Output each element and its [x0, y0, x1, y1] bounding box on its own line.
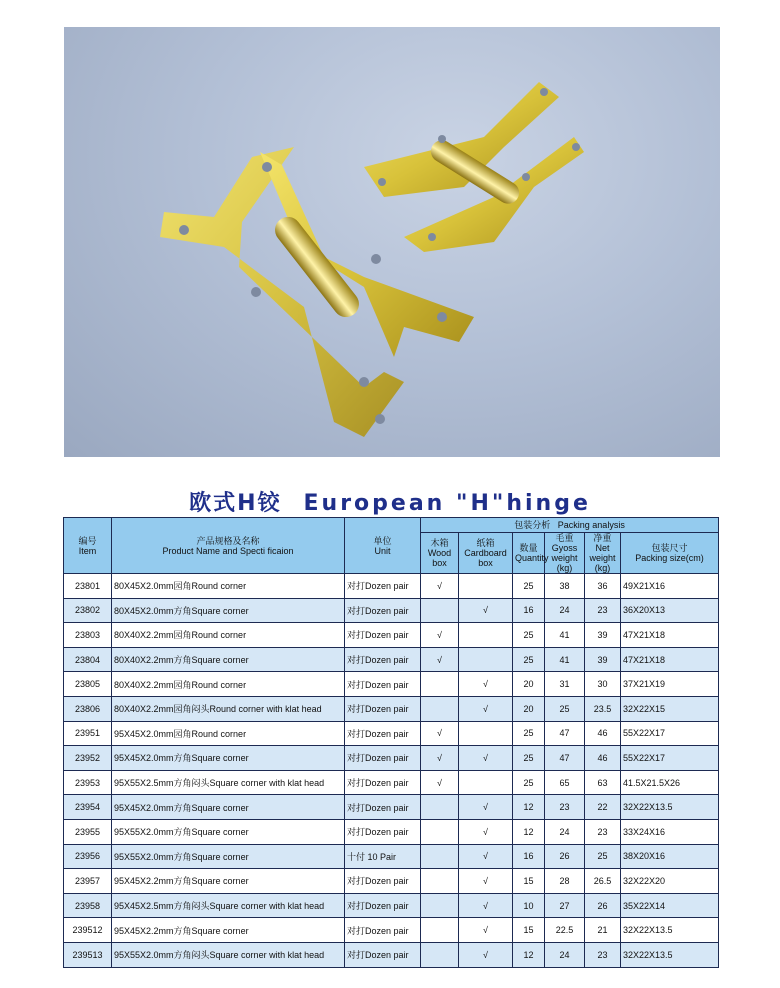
cell-card: √	[459, 893, 513, 918]
table-row	[64, 721, 719, 746]
cell-unit: 对打Dozen pair	[345, 598, 421, 623]
cell-net: 21	[585, 918, 621, 943]
cell-size: 49X21X16	[621, 574, 719, 599]
cell-gross: 47	[545, 746, 585, 771]
cell-item: 23951	[64, 721, 112, 746]
cell-gross: 27	[545, 893, 585, 918]
cell-name: 95X55X2.0mm方角闷头Square corner with klat head	[112, 942, 345, 967]
cell-name: 95X45X2.0mm方角Square corner	[112, 795, 345, 820]
cell-gross: 47	[545, 721, 585, 746]
cell-card: √	[459, 942, 513, 967]
cell-wood	[421, 696, 459, 721]
cell-qty: 25	[513, 647, 545, 672]
col-gross: 毛重 Gyoss weight (kg)	[545, 533, 585, 574]
cell-gross: 24	[545, 598, 585, 623]
cell-qty: 25	[513, 623, 545, 648]
cell-name: 80X40X2.2mm园角闷头Round corner with klat head	[112, 696, 345, 721]
cell-card: √	[459, 844, 513, 869]
cell-size: 47X21X18	[621, 623, 719, 648]
cell-qty: 20	[513, 696, 545, 721]
col-unit: 单位 Unit	[345, 518, 421, 574]
cell-wood: √	[421, 623, 459, 648]
cell-gross: 31	[545, 672, 585, 697]
cell-size: 33X24X16	[621, 819, 719, 844]
hinge-illustration	[64, 27, 720, 457]
cell-gross: 26	[545, 844, 585, 869]
cell-name: 95X55X2.5mm方角闷头Square corner with klat head	[112, 770, 345, 795]
cell-name: 95X45X2.0mm园角Round corner	[112, 721, 345, 746]
cell-unit: 对打Dozen pair	[345, 721, 421, 746]
header-row-1	[64, 518, 719, 533]
col-packing-group: 包装分析 Packing analysis	[421, 518, 719, 533]
cell-qty: 10	[513, 893, 545, 918]
cell-net: 26	[585, 893, 621, 918]
table-row	[64, 696, 719, 721]
cell-qty: 16	[513, 598, 545, 623]
cell-qty: 12	[513, 942, 545, 967]
cell-wood: √	[421, 721, 459, 746]
cell-card: √	[459, 819, 513, 844]
table-row	[64, 623, 719, 648]
table-row	[64, 672, 719, 697]
cell-unit: 对打Dozen pair	[345, 647, 421, 672]
title-zh: 欧式H铰	[189, 491, 282, 516]
cell-name: 95X45X2.5mm方角闷头Square corner with klat head	[112, 893, 345, 918]
cell-qty: 25	[513, 770, 545, 795]
cell-card: √	[459, 795, 513, 820]
cell-card	[459, 647, 513, 672]
cell-qty: 25	[513, 721, 545, 746]
cell-unit: 对打Dozen pair	[345, 795, 421, 820]
cell-wood	[421, 918, 459, 943]
col-quantity: 数量 Quantity	[513, 533, 545, 574]
cell-item: 23804	[64, 647, 112, 672]
cell-unit: 对打Dozen pair	[345, 770, 421, 795]
cell-net: 63	[585, 770, 621, 795]
packing-table	[63, 517, 719, 968]
cell-card	[459, 574, 513, 599]
cell-qty: 20	[513, 672, 545, 697]
cell-qty: 25	[513, 746, 545, 771]
cell-net: 23	[585, 942, 621, 967]
table-row	[64, 869, 719, 894]
cell-net: 26.5	[585, 869, 621, 894]
table-row	[64, 942, 719, 967]
table-row	[64, 844, 719, 869]
cell-name: 95X55X2.0mm方角Square corner	[112, 844, 345, 869]
cell-item: 23953	[64, 770, 112, 795]
cell-gross: 24	[545, 942, 585, 967]
cell-gross: 28	[545, 869, 585, 894]
cell-item: 23958	[64, 893, 112, 918]
cell-unit: 对打Dozen pair	[345, 893, 421, 918]
table-row	[64, 770, 719, 795]
cell-net: 46	[585, 746, 621, 771]
cell-name: 95X45X2.2mm方角Square corner	[112, 918, 345, 943]
cell-qty: 12	[513, 795, 545, 820]
cell-card	[459, 770, 513, 795]
cell-size: 38X20X16	[621, 844, 719, 869]
cell-name: 95X55X2.0mm方角Square corner	[112, 819, 345, 844]
cell-unit: 对打Dozen pair	[345, 819, 421, 844]
col-cardboard: 纸箱 Cardboard box	[459, 533, 513, 574]
cell-size: 47X21X18	[621, 647, 719, 672]
cell-size: 55X22X17	[621, 746, 719, 771]
cell-item: 23801	[64, 574, 112, 599]
cell-item: 23955	[64, 819, 112, 844]
cell-item: 23954	[64, 795, 112, 820]
cell-size: 36X20X13	[621, 598, 719, 623]
cell-size: 32X22X20	[621, 869, 719, 894]
cell-wood	[421, 598, 459, 623]
cell-gross: 25	[545, 696, 585, 721]
cell-item: 23805	[64, 672, 112, 697]
cell-net: 46	[585, 721, 621, 746]
cell-wood: √	[421, 746, 459, 771]
cell-unit: 对打Dozen pair	[345, 696, 421, 721]
cell-size: 32X22X13.5	[621, 942, 719, 967]
cell-card	[459, 623, 513, 648]
table-row	[64, 746, 719, 771]
cell-net: 22	[585, 795, 621, 820]
table-row	[64, 893, 719, 918]
cell-gross: 24	[545, 819, 585, 844]
cell-qty: 15	[513, 918, 545, 943]
cell-qty: 12	[513, 819, 545, 844]
cell-unit: 对打Dozen pair	[345, 574, 421, 599]
cell-gross: 38	[545, 574, 585, 599]
cell-net: 30	[585, 672, 621, 697]
cell-wood	[421, 819, 459, 844]
cell-size: 35X22X14	[621, 893, 719, 918]
cell-item: 23952	[64, 746, 112, 771]
cell-unit: 对打Dozen pair	[345, 746, 421, 771]
product-photo	[64, 27, 720, 457]
cell-card: √	[459, 746, 513, 771]
cell-gross: 65	[545, 770, 585, 795]
cell-net: 23	[585, 819, 621, 844]
table-row	[64, 918, 719, 943]
table-row	[64, 574, 719, 599]
cell-unit: 对打Dozen pair	[345, 942, 421, 967]
cell-unit: 十付 10 Pair	[345, 844, 421, 869]
cell-wood: √	[421, 647, 459, 672]
cell-name: 95X45X2.2mm方角Square corner	[112, 869, 345, 894]
cell-wood	[421, 672, 459, 697]
cell-item: 239513	[64, 942, 112, 967]
col-name: 产品规格及名称 Product Name and Specti ficaion	[112, 518, 345, 574]
cell-net: 39	[585, 623, 621, 648]
cell-size: 32X22X15	[621, 696, 719, 721]
cell-card: √	[459, 696, 513, 721]
table-row	[64, 819, 719, 844]
cell-wood	[421, 893, 459, 918]
cell-item: 23802	[64, 598, 112, 623]
table-row	[64, 647, 719, 672]
cell-size: 55X22X17	[621, 721, 719, 746]
cell-name: 95X45X2.0mm方角Square corner	[112, 746, 345, 771]
cell-card: √	[459, 672, 513, 697]
cell-card: √	[459, 869, 513, 894]
cell-net: 23	[585, 598, 621, 623]
table-row	[64, 795, 719, 820]
col-wood: 木箱 Wood box	[421, 533, 459, 574]
col-size: 包装尺寸 Packing size(cm)	[621, 533, 719, 574]
cell-qty: 16	[513, 844, 545, 869]
cell-gross: 23	[545, 795, 585, 820]
col-item: 编号 Item	[64, 518, 112, 574]
cell-qty: 15	[513, 869, 545, 894]
cell-wood	[421, 942, 459, 967]
cell-item: 23806	[64, 696, 112, 721]
cell-size: 32X22X13.5	[621, 795, 719, 820]
cell-net: 25	[585, 844, 621, 869]
cell-net: 36	[585, 574, 621, 599]
cell-unit: 对打Dozen pair	[345, 672, 421, 697]
cell-unit: 对打Dozen pair	[345, 918, 421, 943]
cell-wood: √	[421, 574, 459, 599]
cell-net: 23.5	[585, 696, 621, 721]
col-net: 净重 Net weight (kg)	[585, 533, 621, 574]
cell-name: 80X40X2.2mm园角Round corner	[112, 672, 345, 697]
title-en: European "H"hinge	[303, 491, 591, 516]
small-hinge	[364, 82, 584, 252]
cell-card: √	[459, 598, 513, 623]
cell-size: 32X22X13.5	[621, 918, 719, 943]
cell-card	[459, 721, 513, 746]
cell-wood	[421, 844, 459, 869]
cell-net: 39	[585, 647, 621, 672]
cell-gross: 41	[545, 647, 585, 672]
cell-unit: 对打Dozen pair	[345, 623, 421, 648]
cell-size: 41.5X21.5X26	[621, 770, 719, 795]
cell-gross: 22.5	[545, 918, 585, 943]
cell-name: 80X40X2.2mm园角Round corner	[112, 623, 345, 648]
cell-name: 80X45X2.0mm园角Round corner	[112, 574, 345, 599]
cell-wood	[421, 869, 459, 894]
cell-wood: √	[421, 770, 459, 795]
cell-name: 80X45X2.0mm方角Square corner	[112, 598, 345, 623]
cell-qty: 25	[513, 574, 545, 599]
cell-item: 239512	[64, 918, 112, 943]
cell-unit: 对打Dozen pair	[345, 869, 421, 894]
cell-card: √	[459, 918, 513, 943]
page-title	[0, 486, 780, 517]
cell-item: 23957	[64, 869, 112, 894]
cell-gross: 41	[545, 623, 585, 648]
cell-name: 80X40X2.2mm方角Square corner	[112, 647, 345, 672]
table-row	[64, 598, 719, 623]
cell-wood	[421, 795, 459, 820]
cell-size: 37X21X19	[621, 672, 719, 697]
cell-item: 23803	[64, 623, 112, 648]
cell-item: 23956	[64, 844, 112, 869]
